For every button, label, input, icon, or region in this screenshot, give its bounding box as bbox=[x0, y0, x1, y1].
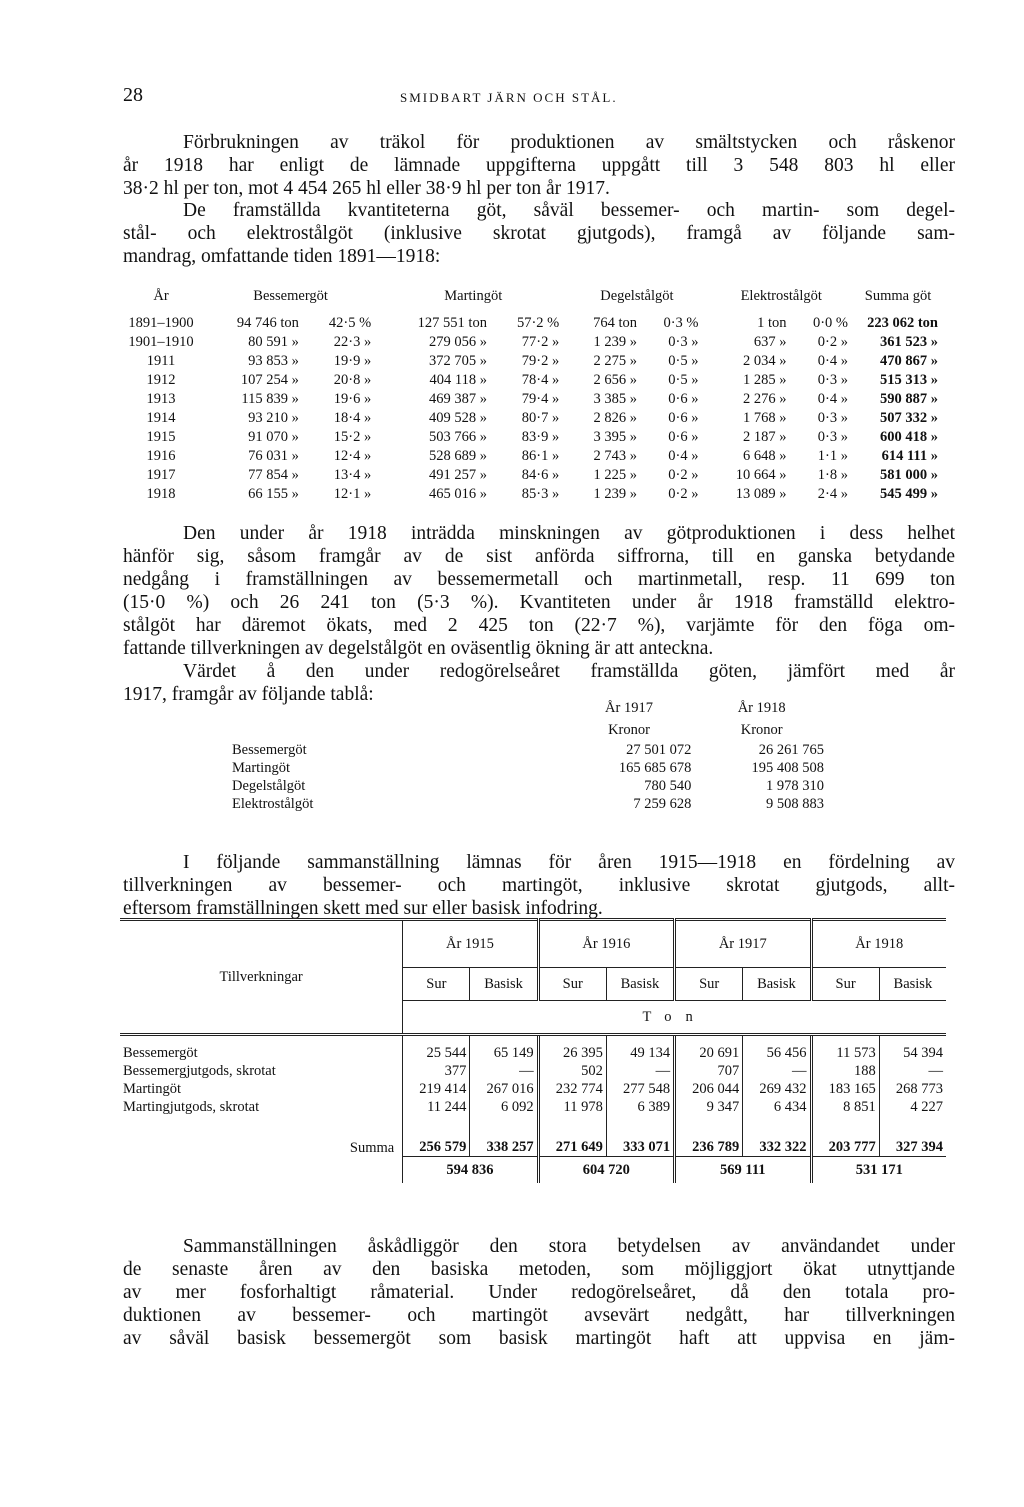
sum-cell: 545 499 » bbox=[880, 486, 938, 502]
value-cell: 66 155 » bbox=[248, 486, 299, 502]
percent-cell: 78·4 » bbox=[521, 372, 560, 388]
text-line: år 1918 har enligt de lämnade uppgifterna uppgått till 3 548 803 hl eller bbox=[123, 155, 955, 176]
value-cell: 707 bbox=[675, 1062, 743, 1080]
table-row bbox=[228, 741, 828, 759]
year-cell: 1916 bbox=[146, 448, 176, 464]
percent-cell: 0·4 » bbox=[668, 448, 699, 464]
total-cell: 594 836 bbox=[403, 1157, 538, 1184]
value-cell: 232 774 bbox=[538, 1080, 606, 1098]
sum-cell: 470 867 » bbox=[880, 353, 938, 369]
value-cell: — bbox=[879, 1062, 946, 1080]
total-cell: 569 111 bbox=[675, 1157, 811, 1184]
value-cell: 1 239 » bbox=[593, 334, 638, 350]
percent-cell: 77·2 » bbox=[521, 334, 560, 350]
unit-header: Ton bbox=[403, 1001, 946, 1035]
value-cell: 115 839 » bbox=[241, 391, 299, 407]
percent-cell: 85·3 » bbox=[521, 486, 560, 502]
value-cell: 188 bbox=[811, 1062, 879, 1080]
text-line: mandrag, omfattande tiden 1891—1918: bbox=[123, 246, 441, 267]
col-header-degel: Degelstålgöt bbox=[600, 287, 674, 304]
value-cell: 528 689 » bbox=[428, 448, 487, 464]
lining-distribution-table bbox=[120, 918, 946, 1183]
percent-cell: 12·1 » bbox=[333, 486, 372, 502]
text-line: stålgöt har däremot ökats, med 2 425 ton (22·7 %), varjämte för den föga om- bbox=[123, 615, 955, 636]
value-cell: 277 548 bbox=[606, 1080, 674, 1098]
text-line: 1917, framgår av följande tablå: bbox=[123, 684, 374, 705]
sum-cell: 361 523 » bbox=[880, 334, 938, 350]
percent-cell: 0·6 » bbox=[668, 391, 699, 407]
table-row bbox=[228, 759, 828, 777]
row-label: Degelstålgöt bbox=[232, 778, 306, 794]
value-cell: 372 705 » bbox=[428, 353, 487, 369]
col-header-year: År bbox=[153, 287, 169, 304]
summa-row bbox=[120, 1116, 946, 1157]
year-cell: 1917 bbox=[146, 467, 176, 483]
row-label: Elektrostålgöt bbox=[232, 796, 314, 812]
row-label: Martingöt bbox=[123, 1081, 181, 1097]
summa-cell: 271 649 bbox=[538, 1116, 606, 1157]
value-cell: 206 044 bbox=[675, 1080, 743, 1098]
percent-cell: 0·2 » bbox=[668, 486, 699, 502]
percent-cell: 0·6 » bbox=[668, 429, 699, 445]
value-cell: 25 544 bbox=[403, 1035, 470, 1063]
sum-cell: 223 062 ton bbox=[867, 315, 938, 331]
blank-cell bbox=[120, 1157, 403, 1184]
sum-cell: 600 418 » bbox=[880, 429, 938, 445]
text-line: fattande tillverkningen av degelstålgöt en oväsentlig ökning är att anteckna. bbox=[123, 638, 714, 659]
table-row bbox=[120, 485, 940, 504]
value-cell: 94 746 ton bbox=[236, 315, 299, 331]
value-cell: 780 540 bbox=[644, 778, 692, 794]
summa-cell: 332 322 bbox=[743, 1116, 811, 1157]
text-line: av såväl basisk bessemergöt som basisk martingöt haft att uppvisa en jäm- bbox=[123, 1328, 955, 1349]
value-cell: 4 227 bbox=[879, 1098, 946, 1116]
value-cell: 11 978 bbox=[538, 1098, 606, 1116]
unit-1917: Kronor bbox=[608, 722, 650, 738]
value-cell: 2 187 » bbox=[742, 429, 787, 445]
percent-cell: 19·9 » bbox=[333, 353, 372, 369]
value-cell: 409 528 » bbox=[428, 410, 487, 426]
row-label: Bessemergjutgods, skrotat bbox=[123, 1063, 276, 1079]
col-header-martin: Martingöt bbox=[444, 287, 503, 304]
value-cell: 165 685 678 bbox=[618, 760, 692, 776]
table-row bbox=[120, 1062, 946, 1080]
value-cell: 26 261 765 bbox=[758, 742, 824, 758]
percent-cell: 20·8 » bbox=[333, 372, 372, 388]
value-cell: 377 bbox=[403, 1062, 470, 1080]
text-line: nedgång i framställningen av bessemermetall och martinmetall, resp. 11 699 ton bbox=[123, 569, 955, 590]
percent-cell: 80·7 » bbox=[521, 410, 560, 426]
text-line: I följande sammanställning lämnas för åren 1915—1918 en fördelning av bbox=[183, 852, 955, 873]
sum-cell: 590 887 » bbox=[880, 391, 938, 407]
text-line: De framställda kvantiteterna göt, såväl bessemer- och martin- som degel- bbox=[183, 200, 955, 221]
value-cell: 1 978 310 bbox=[766, 778, 824, 794]
percent-cell: 22·3 » bbox=[333, 334, 372, 350]
value-cell: 6 092 bbox=[470, 1098, 538, 1116]
unit-1918: Kronor bbox=[740, 722, 783, 738]
percent-cell: 0·5 » bbox=[668, 372, 699, 388]
value-cell: 1 285 » bbox=[742, 372, 787, 388]
value-cell: 6 648 » bbox=[742, 448, 787, 464]
sum-cell: 581 000 » bbox=[880, 467, 938, 483]
table-row bbox=[120, 409, 940, 428]
value-cell: 503 766 » bbox=[428, 429, 487, 445]
year-header: År 1915 bbox=[403, 920, 538, 968]
percent-cell: 1·8 » bbox=[817, 467, 848, 483]
value-cell: 764 ton bbox=[593, 315, 638, 331]
year-cell: 1911 bbox=[146, 353, 176, 369]
percent-cell: 83·9 » bbox=[521, 429, 560, 445]
paragraph-charcoal bbox=[123, 131, 955, 200]
text-line: av mer fosforhaltigt råmaterial. Under redogörelseåret, då den totala pro- bbox=[123, 1282, 955, 1303]
percent-cell: 0·3 » bbox=[668, 334, 699, 350]
page-number: 28 bbox=[123, 84, 143, 106]
percent-cell: 1·1 » bbox=[817, 448, 848, 464]
row-label: Martingöt bbox=[232, 760, 290, 776]
blank-header bbox=[228, 719, 563, 741]
summa-cell: 333 071 bbox=[606, 1116, 674, 1157]
value-cell: 183 165 bbox=[811, 1080, 879, 1098]
summa-cell: 327 394 bbox=[879, 1116, 946, 1157]
paragraph-quantities bbox=[123, 199, 955, 268]
percent-cell: 86·1 » bbox=[521, 448, 560, 464]
sub-header-sur: Sur bbox=[811, 968, 879, 1001]
sub-header-sur: Sur bbox=[675, 968, 743, 1001]
value-cell: 2 656 » bbox=[593, 372, 638, 388]
value-cell: 77 854 » bbox=[248, 467, 299, 483]
blank-header bbox=[228, 697, 563, 719]
col-header-bessemer: Bessemergöt bbox=[253, 287, 328, 304]
sum-cell: 614 111 » bbox=[881, 448, 938, 464]
value-cell: 491 257 » bbox=[428, 467, 487, 483]
sub-header-basisk: Basisk bbox=[606, 968, 674, 1001]
table-row bbox=[120, 1035, 946, 1063]
value-cell: 2 034 » bbox=[742, 353, 787, 369]
table-row bbox=[120, 314, 940, 333]
value-cell: 502 bbox=[538, 1062, 606, 1080]
value-cell: 76 031 » bbox=[248, 448, 299, 464]
text-line: eftersom framställningen skett med sur eller basisk infodring. bbox=[123, 898, 603, 919]
year-cell: 1913 bbox=[146, 391, 176, 407]
year-cell: 1915 bbox=[146, 429, 176, 445]
value-cell: 2 826 » bbox=[593, 410, 638, 426]
row-label: Martingjutgods, skrotat bbox=[123, 1099, 260, 1115]
value-cell: 219 414 bbox=[403, 1080, 470, 1098]
percent-cell: 15·2 » bbox=[333, 429, 372, 445]
value-cell: 127 551 ton bbox=[417, 315, 487, 331]
year-cell: 1914 bbox=[146, 410, 176, 426]
percent-cell: 19·6 » bbox=[333, 391, 372, 407]
percent-cell: 2·4 » bbox=[817, 486, 848, 502]
value-cell: 7 259 628 bbox=[633, 796, 692, 812]
value-cell: — bbox=[470, 1062, 538, 1080]
percent-cell: 79·2 » bbox=[521, 353, 560, 369]
text-line: tillverkningen av bessemer- och martingöt, inklusive skrotat gjutgods, allt- bbox=[123, 875, 955, 896]
value-cell: 1 ton bbox=[757, 315, 787, 331]
value-cell: 2 743 » bbox=[593, 448, 638, 464]
value-cell: 9 508 883 bbox=[766, 796, 824, 812]
value-cell: 9 347 bbox=[675, 1098, 743, 1116]
value-cell: 27 501 072 bbox=[626, 742, 692, 758]
year-header: År 1918 bbox=[811, 920, 946, 968]
year-header: År 1917 bbox=[675, 920, 811, 968]
paragraph-distribution bbox=[123, 851, 955, 920]
percent-cell: 0·3 % bbox=[663, 315, 699, 331]
text-line: Den under år 1918 inträdda minskningen av götproduktionen i dess helhet bbox=[183, 523, 955, 544]
sub-header-sur: Sur bbox=[538, 968, 606, 1001]
percent-cell: 0·6 » bbox=[668, 410, 699, 426]
percent-cell: 0·0 % bbox=[812, 315, 848, 331]
col-header-elektro: Elektrostålgöt bbox=[740, 287, 822, 304]
value-cell: 465 016 » bbox=[428, 486, 487, 502]
value-cell: — bbox=[743, 1062, 811, 1080]
row-label: Bessemergöt bbox=[123, 1045, 198, 1061]
value-cell: 2 276 » bbox=[742, 391, 787, 407]
row-header: Tillverkningar bbox=[120, 920, 403, 1035]
percent-cell: 0·4 » bbox=[817, 353, 848, 369]
percent-cell: 0·4 » bbox=[817, 391, 848, 407]
table-row bbox=[228, 795, 828, 813]
value-cell: 65 149 bbox=[470, 1035, 538, 1063]
value-cell: 637 » bbox=[753, 334, 787, 350]
text-line: Sammanställningen åskådliggör den stora betydelsen av användandet under bbox=[183, 1236, 955, 1257]
text-line: de senaste åren av den basiska metoden, som möjliggjort ökat utnyttjande bbox=[123, 1259, 955, 1280]
text-line: (15·0 %) och 26 241 ton (5·3 %). Kvantiteten under år 1918 framställd elektro- bbox=[123, 592, 955, 613]
value-cell: 279 056 » bbox=[428, 334, 487, 350]
value-cell: 26 395 bbox=[538, 1035, 606, 1063]
value-table bbox=[228, 697, 828, 813]
value-cell: 56 456 bbox=[743, 1035, 811, 1063]
paragraph-decline bbox=[123, 522, 955, 660]
year-cell: 1891–1900 bbox=[128, 315, 194, 331]
col-header-1918: År 1918 bbox=[737, 700, 786, 716]
value-cell: 1 768 » bbox=[742, 410, 787, 426]
percent-cell: 18·4 » bbox=[333, 410, 372, 426]
year-cell: 1901–1910 bbox=[128, 334, 194, 350]
value-cell: 195 408 508 bbox=[751, 760, 824, 776]
percent-cell: 0·5 » bbox=[668, 353, 699, 369]
value-cell: 20 691 bbox=[675, 1035, 743, 1063]
value-cell: 11 244 bbox=[403, 1098, 470, 1116]
value-cell: — bbox=[606, 1062, 674, 1080]
col-header-1917: År 1917 bbox=[605, 700, 653, 716]
table-row bbox=[120, 1080, 946, 1098]
value-cell: 3 395 » bbox=[593, 429, 638, 445]
value-cell: 2 275 » bbox=[593, 353, 638, 369]
percent-cell: 0·2 » bbox=[668, 467, 699, 483]
value-cell: 1 225 » bbox=[593, 467, 638, 483]
value-cell: 49 134 bbox=[606, 1035, 674, 1063]
year-header: År 1916 bbox=[538, 920, 674, 968]
value-cell: 6 434 bbox=[743, 1098, 811, 1116]
summa-label: Summa bbox=[349, 1139, 395, 1156]
table-row bbox=[120, 371, 940, 390]
total-row bbox=[120, 1157, 946, 1184]
paragraph-basic-method bbox=[123, 1235, 955, 1350]
col-header-summa: Summa göt bbox=[864, 288, 932, 304]
value-cell: 267 016 bbox=[470, 1080, 538, 1098]
sub-header-basisk: Basisk bbox=[879, 968, 946, 1001]
percent-cell: 0·3 » bbox=[817, 372, 848, 388]
total-cell: 531 171 bbox=[811, 1157, 946, 1184]
total-cell: 604 720 bbox=[538, 1157, 674, 1184]
value-cell: 268 773 bbox=[879, 1080, 946, 1098]
value-cell: 404 118 » bbox=[429, 372, 487, 388]
value-cell: 54 394 bbox=[879, 1035, 946, 1063]
table-row bbox=[120, 1098, 946, 1116]
sub-header-basisk: Basisk bbox=[470, 968, 538, 1001]
value-cell: 80 591 » bbox=[248, 334, 299, 350]
percent-cell: 0·2 » bbox=[817, 334, 848, 350]
summa-cell: 256 579 bbox=[403, 1116, 470, 1157]
sub-header-sur: Sur bbox=[403, 968, 470, 1001]
value-cell: 269 432 bbox=[743, 1080, 811, 1098]
percent-cell: 13·4 » bbox=[333, 467, 372, 483]
percent-cell: 79·4 » bbox=[521, 391, 560, 407]
text-line: Värdet å den under redogörelseåret framställda göten, jämfört med år bbox=[183, 661, 955, 682]
table-row bbox=[120, 333, 940, 352]
text-line: hänför sig, såsom framgår av de sist anförda siffrorna, till en ganska betydande bbox=[123, 546, 955, 567]
value-cell: 10 664 » bbox=[735, 467, 787, 483]
value-cell: 93 853 » bbox=[248, 353, 299, 369]
percent-cell: 84·6 » bbox=[521, 467, 560, 483]
year-cell: 1912 bbox=[146, 372, 176, 388]
text-line: duktionen av bessemer- och martingöt avsevärt nedgått, har tillverkningen bbox=[123, 1305, 955, 1326]
text-line: stål- och elektrostålgöt (inklusive skrotat gjutgods), framgå av följande sam- bbox=[123, 223, 955, 244]
table-row bbox=[120, 466, 940, 485]
value-cell: 8 851 bbox=[811, 1098, 879, 1116]
value-cell: 469 387 » bbox=[428, 391, 487, 407]
summa-cell: 203 777 bbox=[811, 1116, 879, 1157]
sum-cell: 507 332 » bbox=[880, 410, 938, 426]
percent-cell: 0·3 » bbox=[817, 410, 848, 426]
running-title: SMIDBART JÄRN OCH STÅL. bbox=[400, 90, 618, 105]
sub-header-basisk: Basisk bbox=[743, 968, 811, 1001]
table-row bbox=[120, 447, 940, 466]
year-cell: 1918 bbox=[146, 486, 176, 502]
value-cell: 6 389 bbox=[606, 1098, 674, 1116]
table-row bbox=[120, 390, 940, 409]
percent-cell: 42·5 % bbox=[328, 315, 372, 331]
percent-cell: 57·2 % bbox=[516, 315, 560, 331]
table-row bbox=[120, 352, 940, 371]
summa-cell: 236 789 bbox=[675, 1116, 743, 1157]
value-cell: 3 385 » bbox=[593, 391, 638, 407]
row-label: Bessemergöt bbox=[232, 742, 307, 758]
text-line: Förbrukningen av träkol för produktionen av smältstycken och råskenor bbox=[183, 132, 955, 153]
value-cell: 13 089 » bbox=[735, 486, 787, 502]
value-cell: 107 254 » bbox=[240, 372, 299, 388]
table-row bbox=[120, 428, 940, 447]
value-cell: 1 239 » bbox=[593, 486, 638, 502]
ingot-production-table bbox=[120, 278, 940, 504]
value-cell: 11 573 bbox=[811, 1035, 879, 1063]
value-cell: 91 070 » bbox=[248, 429, 299, 445]
summa-cell: 338 257 bbox=[470, 1116, 538, 1157]
text-line: 38·2 hl per ton, mot 4 454 265 hl eller 38·9 hl per ton år 1917. bbox=[123, 178, 610, 199]
percent-cell: 12·4 » bbox=[333, 448, 372, 464]
table-row bbox=[228, 777, 828, 795]
value-cell: 93 210 » bbox=[248, 410, 299, 426]
percent-cell: 0·3 » bbox=[817, 429, 848, 445]
sum-cell: 515 313 » bbox=[880, 372, 938, 388]
